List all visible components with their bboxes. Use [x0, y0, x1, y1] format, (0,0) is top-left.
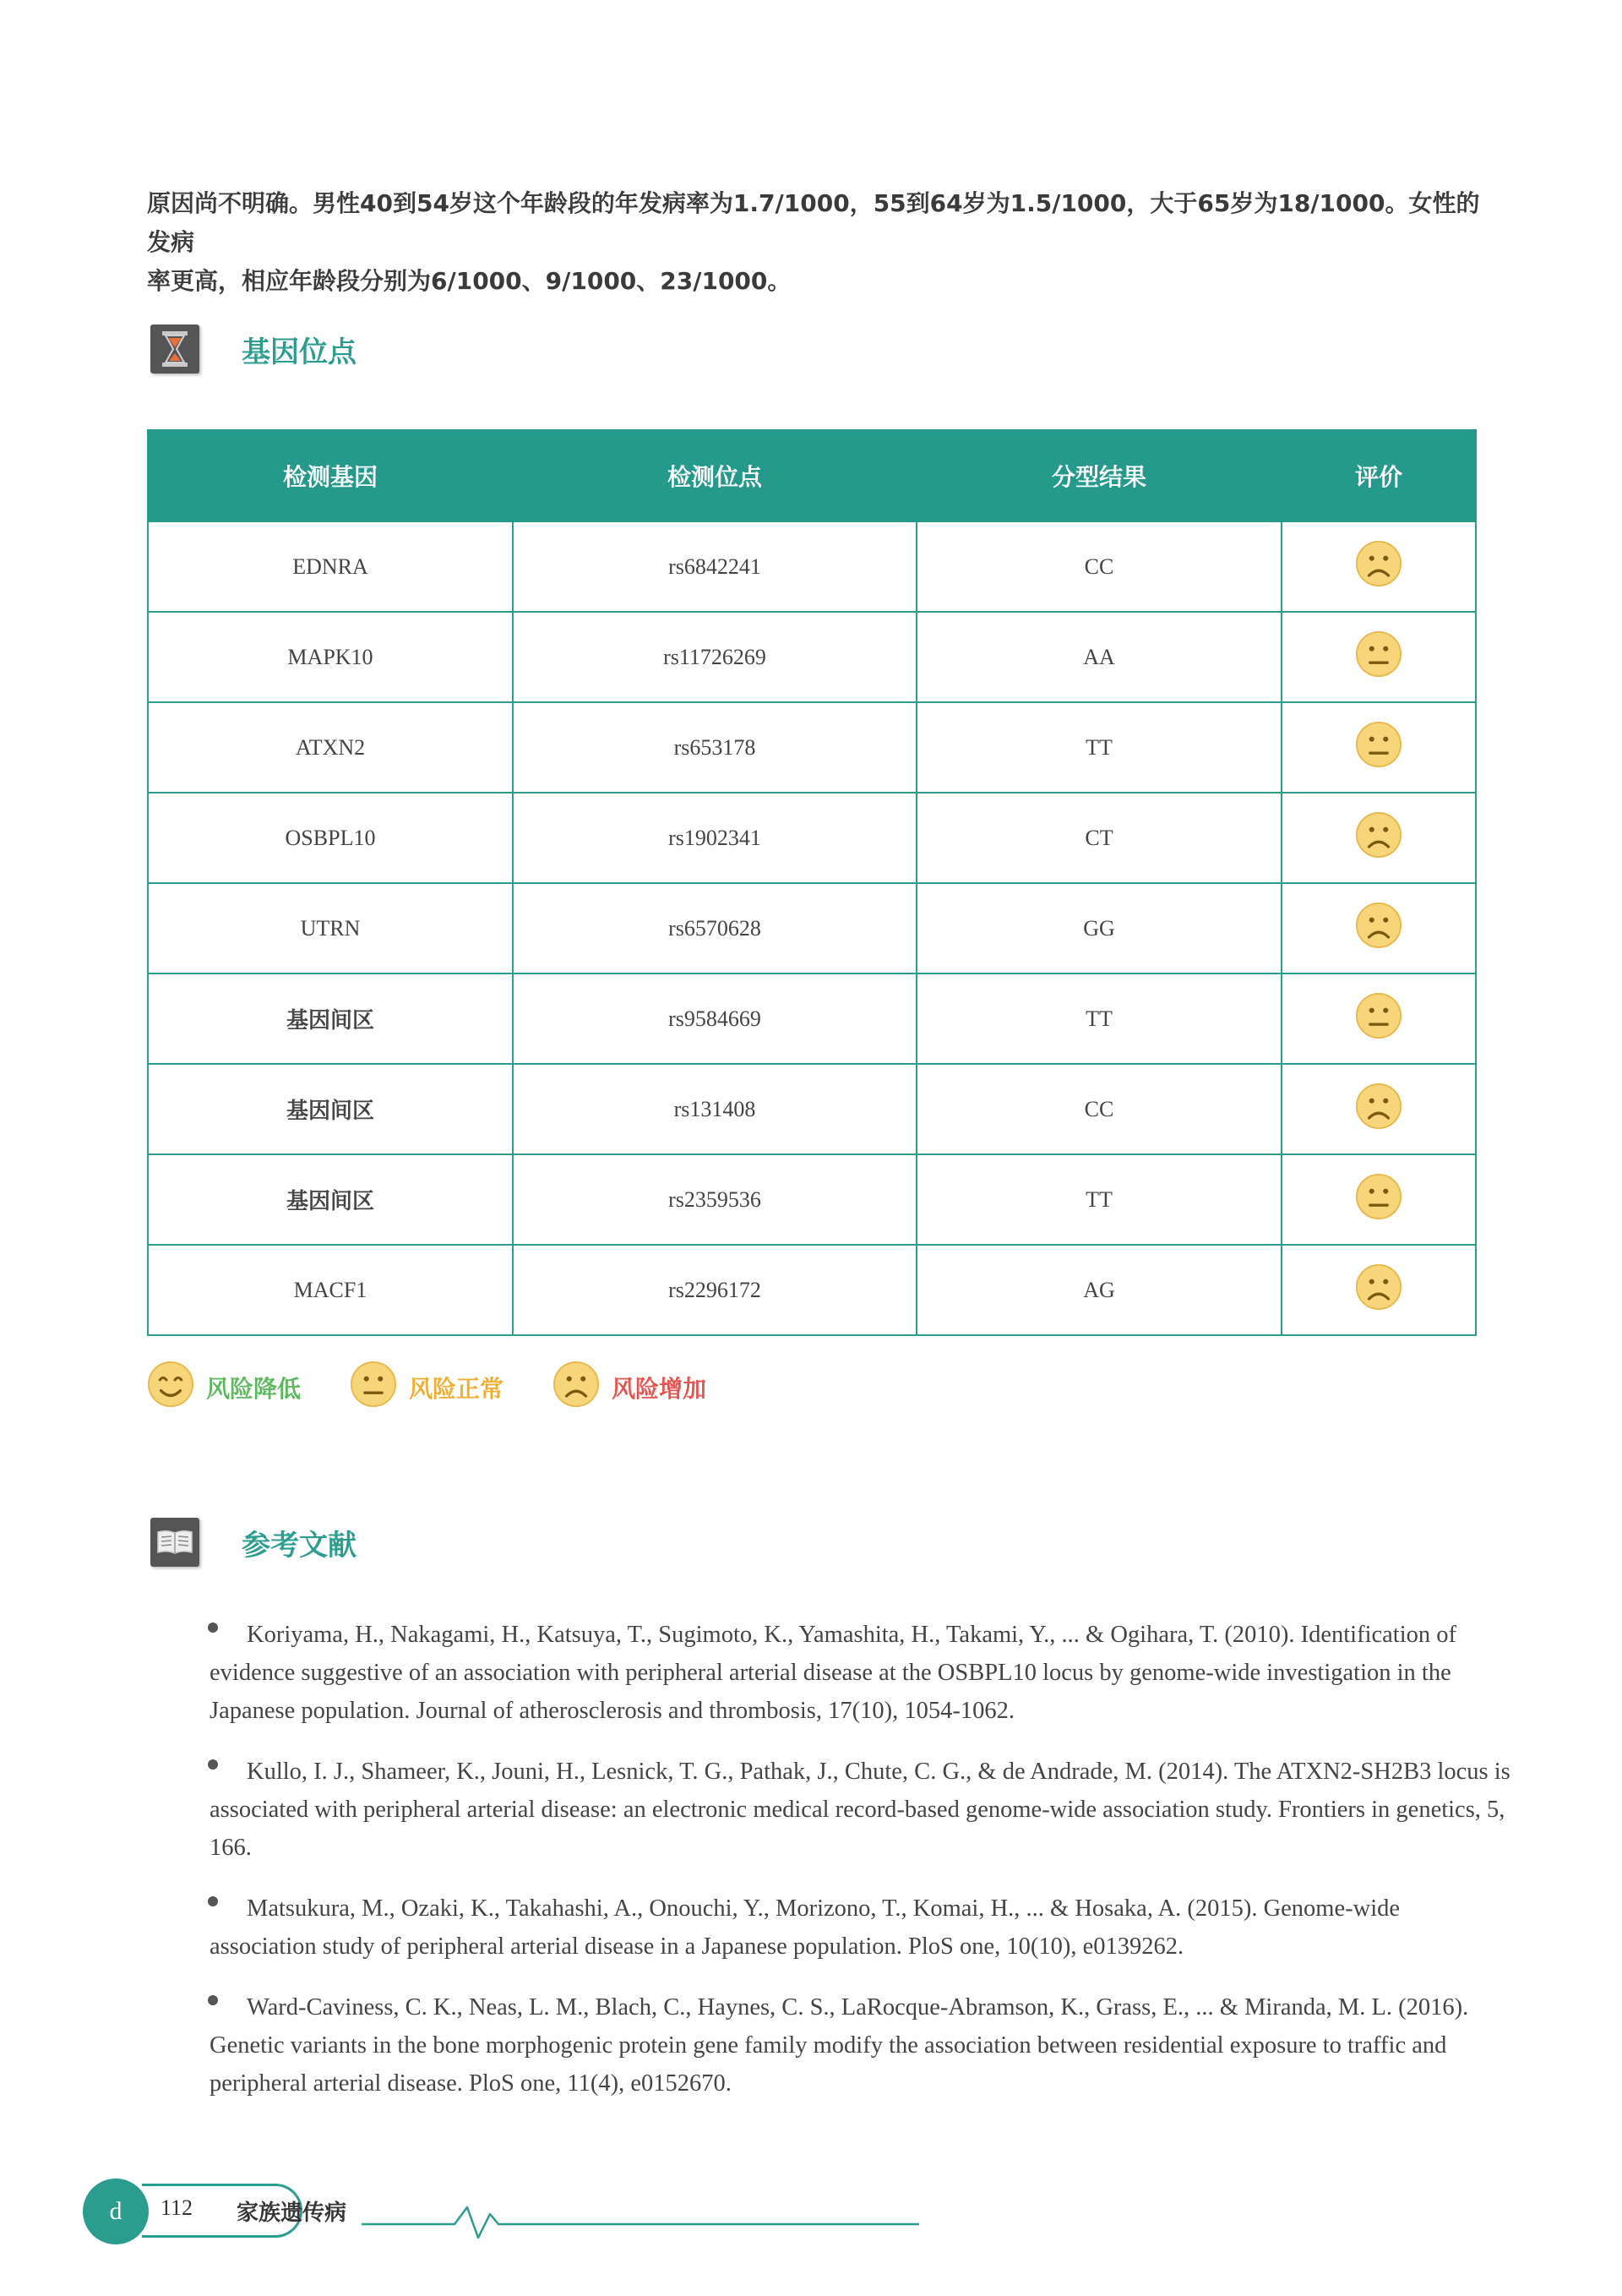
- table-row: [148, 793, 1476, 883]
- genotype-cell: GG: [917, 883, 1282, 973]
- neutral-face-icon: [1355, 992, 1402, 1045]
- legend-label-normal: 风险正常: [409, 1374, 504, 1403]
- table-row: [148, 1154, 1476, 1245]
- locus-cell: rs1902341: [513, 793, 917, 883]
- rating-cell: [1282, 521, 1476, 612]
- risk-legend: [147, 1361, 755, 1414]
- gene-cell: OSBPL10: [148, 793, 513, 883]
- locus-cell: rs2296172: [513, 1245, 917, 1335]
- genotype-cell: CT: [917, 793, 1282, 883]
- rating-cell: [1282, 702, 1476, 793]
- gene-section-title: 基因位点: [242, 335, 357, 369]
- table-row: [148, 702, 1476, 793]
- locus-cell: rs9584669: [513, 973, 917, 1064]
- sad-face-icon: [1355, 1263, 1402, 1317]
- rating-cell: [1282, 1154, 1476, 1245]
- sad-face-icon: [552, 1361, 600, 1414]
- chapter-letter-badge: d: [83, 2179, 149, 2244]
- table-header-row: [148, 430, 1476, 521]
- table-row: [148, 973, 1476, 1064]
- reference-item: [210, 1988, 1510, 2102]
- gene-cell: MAPK10: [148, 612, 513, 702]
- neutral-face-icon: [1355, 1173, 1402, 1226]
- table-row: [148, 1064, 1476, 1154]
- legend-label-lower: 风险降低: [206, 1374, 302, 1403]
- genotype-cell: AG: [917, 1245, 1282, 1335]
- rating-cell: [1282, 1245, 1476, 1335]
- locus-cell: rs653178: [513, 702, 917, 793]
- heartbeat-line-icon: [362, 2199, 919, 2241]
- book-icon: [150, 1518, 199, 1567]
- reference-item: [210, 1890, 1510, 1966]
- table-row: [148, 612, 1476, 702]
- legend-item-higher: [552, 1361, 706, 1414]
- references-section-header: [150, 1518, 357, 1567]
- header-locus: 检测位点: [513, 430, 917, 521]
- page-number: 112: [161, 2195, 193, 2220]
- legend-label-higher: 风险增加: [612, 1374, 707, 1403]
- gene-cell: EDNRA: [148, 521, 513, 612]
- sad-face-icon: [1355, 540, 1402, 593]
- table-row: [148, 521, 1476, 612]
- hourglass-icon: [150, 324, 199, 374]
- locus-cell: rs11726269: [513, 612, 917, 702]
- header-gene: 检测基因: [148, 430, 513, 521]
- rating-cell: [1282, 612, 1476, 702]
- gene-table: [147, 429, 1477, 1336]
- genotype-cell: CC: [917, 1064, 1282, 1154]
- genotype-cell: TT: [917, 702, 1282, 793]
- rating-cell: [1282, 1064, 1476, 1154]
- gene-cell: 基因间区: [148, 973, 513, 1064]
- neutral-face-icon: [350, 1361, 397, 1414]
- bullet-icon: [208, 1896, 218, 1906]
- bullet-icon: [208, 1622, 218, 1633]
- reference-list: [210, 1616, 1510, 2125]
- smile-face-icon: [147, 1361, 194, 1414]
- genotype-cell: TT: [917, 1154, 1282, 1245]
- gene-cell: MACF1: [148, 1245, 513, 1335]
- references-section-title: 参考文献: [242, 1528, 357, 1562]
- intro-line-2: 率更高，相应年龄段分别为6/1000、9/1000、23/1000。: [147, 267, 792, 295]
- book-title: 家族遗传病: [237, 2201, 347, 2226]
- locus-cell: rs2359536: [513, 1154, 917, 1245]
- reference-text: Koriyama, H., Nakagami, H., Katsuya, T., Sugimoto, K., Yamashita, H., Takami, Y., ... & Ogihara, T. (2010). Identification of evidence suggestive of an association with peripheral arterial disease at the OSBPL10 locus by genome-wide investigation in the Japanese population. Journal of atherosclerosis and thrombosis, 17(10), 1054-1062.: [210, 1622, 1457, 1724]
- gene-cell: UTRN: [148, 883, 513, 973]
- sad-face-icon: [1355, 811, 1402, 864]
- genotype-cell: AA: [917, 612, 1282, 702]
- table-row: [148, 883, 1476, 973]
- locus-cell: rs6842241: [513, 521, 917, 612]
- table-row: [148, 1245, 1476, 1335]
- genotype-cell: CC: [917, 521, 1282, 612]
- reference-text: Kullo, I. J., Shameer, K., Jouni, H., Lesnick, T. G., Pathak, J., Chute, C. G., & de Andrade, M. (2014). The ATXN2-SH2B3 locus is associated with peripheral arterial disease: an electronic medical record-based genome-wide association study. Frontiers in genetics, 5, 166.: [210, 1759, 1510, 1861]
- locus-cell: rs6570628: [513, 883, 917, 973]
- reference-item: [210, 1616, 1510, 1730]
- intro-paragraph: [147, 184, 1482, 301]
- legend-item-lower: [147, 1361, 301, 1414]
- rating-cell: [1282, 793, 1476, 883]
- gene-section-header: [150, 324, 357, 374]
- locus-cell: rs131408: [513, 1064, 917, 1154]
- genotype-cell: TT: [917, 973, 1282, 1064]
- gene-cell: ATXN2: [148, 702, 513, 793]
- intro-line-1: 原因尚不明确。男性40到54岁这个年龄段的年发病率为1.7/1000，55到64岁为1.5/1000，大于65岁为18/1000。女性的发病: [147, 189, 1480, 256]
- rating-cell: [1282, 973, 1476, 1064]
- reference-text: Matsukura, M., Ozaki, K., Takahashi, A., Onouchi, Y., Morizono, T., Komai, H., ... & Hosaka, A. (2015). Genome-wide association study of peripheral arterial disease in a Japanese population. PloS one, 10(10), e0139262.: [210, 1895, 1401, 1960]
- header-genotype: 分型结果: [917, 430, 1282, 521]
- sad-face-icon: [1355, 902, 1402, 955]
- bullet-icon: [208, 1759, 218, 1770]
- page-footer: [83, 2173, 843, 2250]
- reference-text: Ward-Caviness, C. K., Neas, L. M., Blach, C., Haynes, C. S., LaRocque-Abramson, K., Grass, E., ... & Miranda, M. L. (2016). Genetic variants in the bone morphogenic protein gene family modify the association between residential exposure to traffic and peripheral arterial disease. PloS one, 11(4), e0152670.: [210, 1994, 1469, 2097]
- reference-item: [210, 1753, 1510, 1867]
- gene-cell: 基因间区: [148, 1154, 513, 1245]
- neutral-face-icon: [1355, 630, 1402, 684]
- bullet-icon: [208, 1995, 218, 2005]
- rating-cell: [1282, 883, 1476, 973]
- neutral-face-icon: [1355, 721, 1402, 774]
- gene-cell: 基因间区: [148, 1064, 513, 1154]
- legend-item-normal: [350, 1361, 503, 1414]
- header-rating: 评价: [1282, 430, 1476, 521]
- sad-face-icon: [1355, 1083, 1402, 1136]
